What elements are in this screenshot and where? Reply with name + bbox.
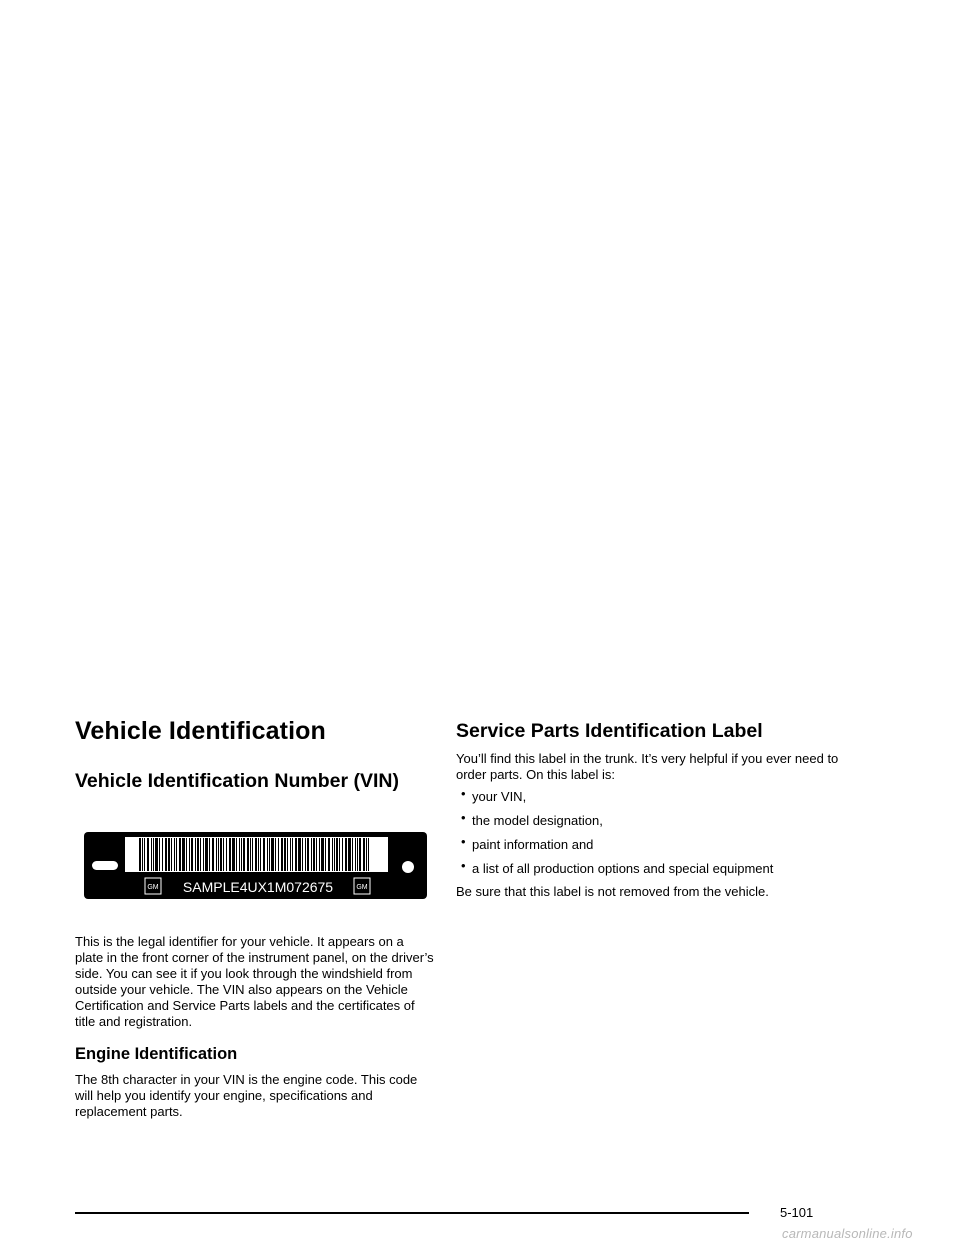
list-item-text: paint information and (472, 837, 594, 852)
vin-plate-white-block-left (125, 837, 137, 872)
list-item (456, 786, 856, 805)
bullet-icon: • (461, 786, 466, 801)
page-number: 5-101 (780, 1205, 814, 1220)
list-item (456, 858, 856, 877)
service-parts-heading: Service Parts Identification Label (456, 720, 763, 742)
vin-plate-number: SAMPLE4UX1M072675 (182, 879, 334, 895)
service-parts-intro: You’ll find this label in the trunk. It’s very helpful if you ever need to order parts. On this label is: (456, 751, 839, 782)
vin-plate-white-block-right (373, 837, 388, 872)
footer-rule (75, 1212, 749, 1214)
vin-plate-illustration (84, 832, 427, 899)
vin-plate-slot (92, 861, 118, 870)
list-item (456, 810, 856, 829)
list-item-text: the model designation, (472, 813, 603, 828)
engine-paragraph: The 8th character in your VIN is the engine code. This code will help you identify your engine, specifications and replacement parts. (75, 1072, 418, 1119)
service-parts-list (456, 786, 856, 877)
vin-heading: Vehicle Identification Number (VIN) (75, 770, 399, 792)
bullet-icon: • (461, 858, 466, 873)
left-column (75, 714, 435, 1120)
gm-logo-right-text: GM (356, 884, 368, 891)
watermark: carmanualsonline.info (782, 1226, 913, 1241)
list-item-text: a list of all production options and special equipment (472, 861, 774, 876)
vin-paragraph: This is the legal identifier for your vehicle. It appears on a plate in the front corner of the instrument panel, on the driver’s side. You can see it if you look through the windshield from outside your vehicle. The VIN also appears on the Vehicle Certification and Service Parts labels and the certificates of title and registration. (75, 934, 434, 1029)
right-column (456, 718, 856, 900)
page-title: Vehicle Identification (75, 717, 326, 745)
list-item (456, 834, 856, 853)
bullet-icon: • (461, 834, 466, 849)
service-parts-closing: Be sure that this label is not removed from the vehicle. (456, 884, 769, 899)
list-item-text: your VIN, (472, 789, 527, 804)
bullet-icon: • (461, 810, 466, 825)
gm-logo-left-text: GM (147, 884, 159, 891)
vin-plate-graphic (84, 832, 427, 899)
engine-heading: Engine Identification (75, 1045, 238, 1063)
vin-plate-hole (402, 861, 414, 873)
